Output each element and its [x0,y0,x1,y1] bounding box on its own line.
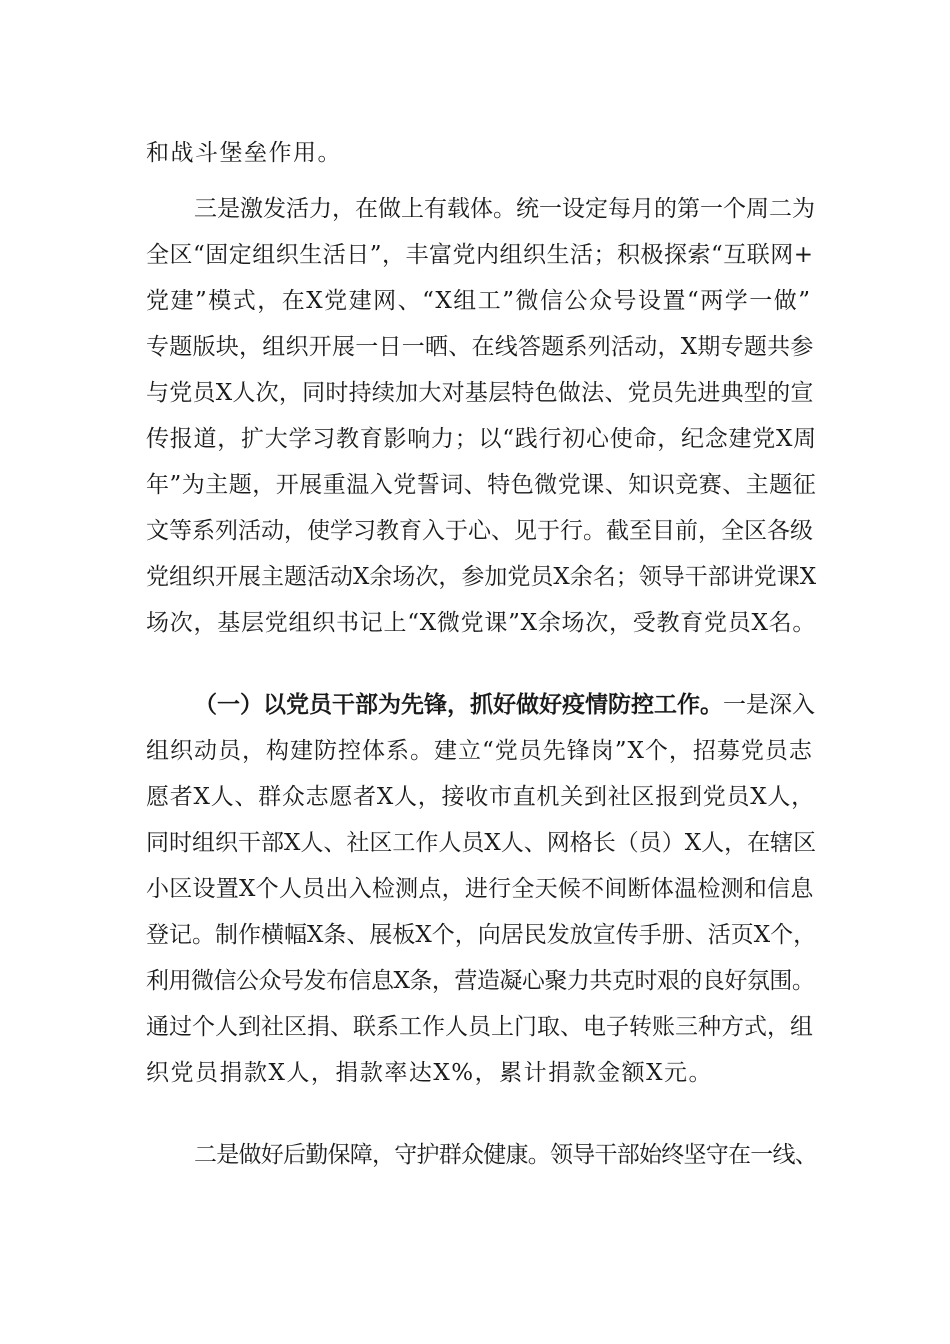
paragraph-line: 专题版块，组织开展一日一晒、在线答题系列活动，X期专题共参 [146,334,814,360]
heading-continuation: 一是深入 [723,692,815,718]
paragraph-line: 场次，基层党组织书记上“X微党课”X余场次，受教育党员X名。 [146,610,817,636]
paragraph-line: 年”为主题，开展重温入党誓词、特色微党课、知识竞赛、主题征 [146,472,817,498]
paragraph-line: 三是激发活力，在做上有载体。统一设定每月的第一个周二为 [194,196,815,222]
paragraph-line: 和战斗堡垒作用。 [146,140,342,166]
paragraph-line: 文等系列活动，使学习教育入于心、见于行。截至目前，全区各级 [146,518,813,544]
paragraph-line: 传报道，扩大学习教育影响力；以“践行初心使命，纪念建党X周 [146,426,817,452]
paragraph-line: 通过个人到社区捐、联系工作人员上门取、电子转账三种方式，组 [146,1014,813,1040]
paragraph-line: 与党员X人次，同时持续加大对基层特色做法、党员先进典型的宣 [146,380,814,406]
paragraph-line: 全区“固定组织生活日”，丰富党内组织生活；积极探索“互联网+ [146,242,814,268]
section-heading: （一）以党员干部为先锋，抓好做好疫情防控工作。 [194,691,723,718]
paragraph-line: 同时组织干部X人、社区工作人员X人、网格长（员）X人，在辖区 [146,830,817,856]
paragraph-line: 织党员捐款X人，捐款率达X%，累计捐款金额X元。 [146,1060,713,1086]
paragraph-line: 党组织开展主题活动X余场次，参加党员X余名；领导干部讲党课X [146,564,817,590]
paragraph-line: 登记。制作横幅X条、展板X个，向居民发放宣传手册、活页X个， [146,922,817,948]
paragraph-line: 组织动员，构建防控体系。建立“党员先锋岗”X个，招募党员志 [146,738,813,764]
paragraph-line: 利用微信公众号发布信息X条，营造凝心聚力共克时艰的良好氛围。 [146,968,815,994]
paragraph-line: 党建”模式，在X党建网、“X组工”微信公众号设置“两学一做” [146,288,812,314]
paragraph-line: 二是做好后勤保障，守护群众健康。领导干部始终坚守在一线、 [194,1142,817,1168]
paragraph-line: 小区设置X个人员出入检测点，进行全天候不间断体温检测和信息 [146,876,814,902]
paragraph-line: 愿者X人、群众志愿者X人，接收市直机关到社区报到党员X人， [146,784,815,810]
section-heading-line [194,690,815,720]
